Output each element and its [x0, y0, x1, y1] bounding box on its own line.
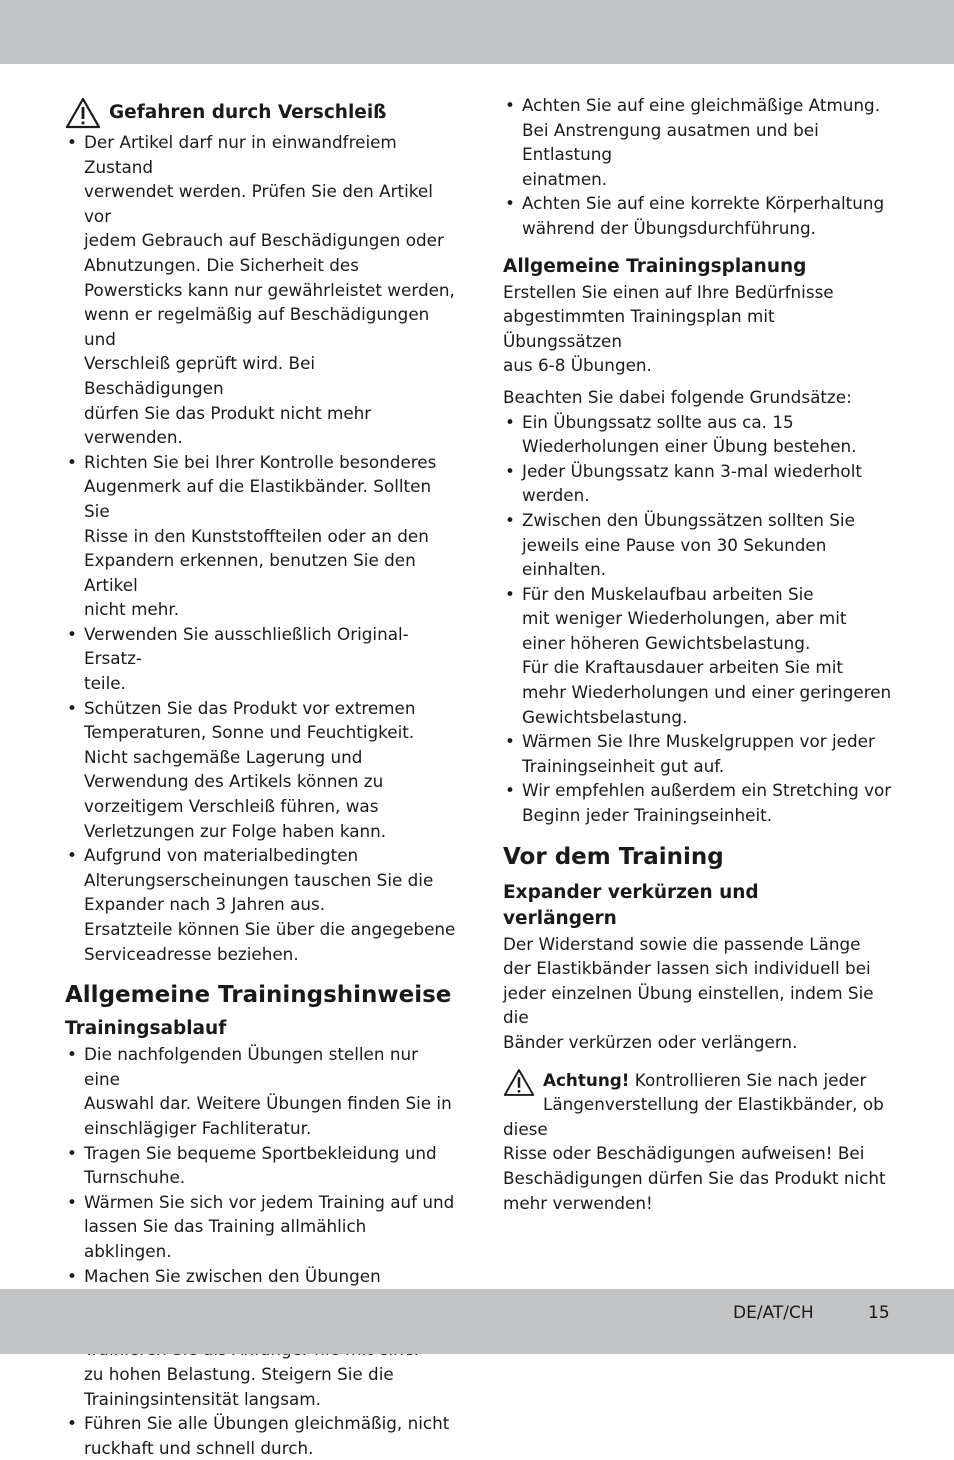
- list-item: [503, 582, 893, 730]
- list-item-line: Turnschuhe.: [84, 1167, 186, 1188]
- list-item-line: während der Übungsdurchführung.: [522, 217, 816, 238]
- list-item-line: Verschleiß geprüft wird. Bei Beschädigungen: [84, 353, 316, 398]
- list-item-line: mit weniger Wiederholungen, aber mit: [522, 608, 847, 629]
- list-item: [65, 696, 457, 844]
- caution-lines: [503, 1092, 893, 1215]
- list-item: [503, 93, 893, 191]
- planning-intro: [503, 280, 893, 378]
- list-item-line: • Die nachfolgenden Übungen stellen nur eine: [84, 1044, 419, 1089]
- list-item-line: teile.: [84, 673, 126, 694]
- list-item-line: Trainingsintensität langsam.: [84, 1388, 321, 1409]
- text-line: jeder einzelnen Übung einstellen, indem Sie die: [503, 982, 874, 1028]
- list-item-line: • Führen Sie alle Übungen gleichmäßig, nicht: [84, 1413, 450, 1434]
- list-item-line: Augenmerk auf die Elastikbänder. Sollten Sie: [84, 476, 432, 521]
- caution-first-line: Kontrollieren Sie nach jeder: [629, 1069, 867, 1090]
- list-item-line: einschlägiger Fachliteratur.: [84, 1117, 312, 1138]
- list-item-line: • Für den Muskelaufbau arbeiten Sie: [522, 583, 814, 604]
- list-item-line: dürfen Sie das Produkt nicht mehr verwenden.: [84, 402, 372, 448]
- list-item: [65, 1042, 457, 1140]
- list-item: [503, 729, 893, 778]
- list-item-line: lassen Sie das Training allmählich abklingen.: [84, 1216, 367, 1261]
- text-line: Erstellen Sie einen auf Ihre Bedürfnisse: [503, 281, 834, 302]
- footer-region: DE/AT/CH: [733, 1303, 814, 1323]
- list-item: [503, 459, 893, 508]
- list-item-line: Verwendung des Artikels können zu: [84, 771, 384, 792]
- list-item-line: mehr Wiederholungen und einer geringeren: [522, 682, 892, 703]
- list-item-line: Wiederholungen einer Übung bestehen.: [522, 436, 857, 457]
- list-item-line: • Schützen Sie das Produkt vor extremen: [84, 697, 416, 718]
- list-item: [65, 450, 457, 622]
- list-item-line: ruckhaft und schnell durch.: [84, 1437, 314, 1458]
- list-item-line: Powersticks kann nur gewährleistet werden,: [84, 279, 455, 300]
- text-line: Expander verkürzen und: [503, 881, 759, 903]
- list-item-line: Alterungserscheinungen tauschen Sie die: [84, 869, 434, 890]
- list-item-line: Ersatzteile können Sie über die angegebene: [84, 919, 456, 939]
- list-item-line: Abnutzungen. Die Sicherheit des: [84, 254, 359, 275]
- list-item-line: • Tragen Sie bequeme Sportbekleidung und: [84, 1142, 437, 1163]
- list-item-line: Gewichtsbelastung.: [522, 706, 688, 727]
- list-item-line: Serviceadresse beziehen.: [84, 943, 299, 964]
- list-item: [503, 410, 893, 459]
- text-line: Der Widerstand sowie die passende Länge: [503, 933, 861, 954]
- list-item-line: Temperaturen, Sonne und Feuchtigkeit.: [84, 722, 415, 743]
- text-line: aus 6-8 Übungen.: [503, 355, 652, 376]
- caution-label: Achtung!: [543, 1069, 630, 1090]
- list-item: [65, 1141, 457, 1190]
- wear-heading: Gefahren durch Verschleiß: [109, 102, 387, 123]
- list-item-line: • Richten Sie bei Ihrer Kontrolle besonderes: [84, 451, 437, 472]
- training-sequence-list: [65, 1042, 457, 1460]
- principles-intro: Beachten Sie dabei folgende Grundsätze:: [503, 386, 852, 407]
- list-item-line: • Aufgrund von materialbedingten: [84, 845, 359, 866]
- continued-list: [503, 93, 893, 241]
- text-line: der Elastikbänder lassen sich individuell bei: [503, 958, 871, 979]
- list-item: [65, 1190, 457, 1264]
- list-item-line: nicht mehr.: [84, 599, 180, 620]
- list-item: [65, 130, 457, 450]
- text-line: Risse oder Beschädigungen aufweisen! Bei: [503, 1143, 865, 1164]
- list-item-line: Trainingseinheit gut auf.: [522, 755, 725, 776]
- warning-triangle-icon: [503, 1068, 535, 1097]
- list-item-line: • Wärmen Sie Ihre Muskelgruppen vor jeder: [522, 731, 875, 752]
- right-column: [503, 93, 893, 1215]
- warning-triangle-icon: [65, 97, 101, 129]
- planning-heading: Allgemeine Trainingsplanung: [503, 255, 807, 277]
- list-item-line: Verletzungen zur Folge haben kann.: [84, 820, 387, 841]
- list-item-line: • Ein Übungssatz sollte aus ca. 15: [522, 411, 794, 432]
- text-line: Längenverstellung der Elastikbänder, ob diese: [503, 1094, 884, 1139]
- training-notes-heading: Allgemeine Trainingshinweise: [65, 982, 452, 1009]
- text-line: verlängern: [503, 907, 617, 929]
- list-item-line: • Wärmen Sie sich vor jedem Training auf und: [84, 1191, 455, 1212]
- list-item: [503, 508, 893, 582]
- list-item-line: Expander nach 3 Jahren aus.: [84, 894, 326, 915]
- list-item-line: einer höheren Gewichtsbelastung.: [522, 632, 811, 653]
- list-item-line: • Wir empfehlen außerdem ein Stretching vor: [522, 780, 892, 801]
- list-item-line: wenn er regelmäßig auf Beschädigungen und: [84, 304, 430, 349]
- expander-body: [503, 932, 893, 1055]
- list-item-line: jedem Gebrauch auf Beschädigungen oder: [84, 230, 444, 251]
- list-item-line: • Der Artikel darf nur in einwandfreiem Zustand: [84, 132, 397, 177]
- list-item-line: verwendet werden. Prüfen Sie den Artikel vor: [84, 181, 433, 226]
- text-line: Bänder verkürzen oder verlängern.: [503, 1032, 798, 1052]
- list-item-line: • zu hohen Belastung. Steigern Sie die: [84, 1363, 394, 1384]
- before-training-heading: Vor dem Training: [503, 843, 724, 870]
- caution-block: [503, 1068, 893, 1216]
- header-bar: [0, 0, 954, 64]
- list-item-line: • Verwenden Sie ausschließlich Original-Ersatz-: [84, 623, 409, 669]
- list-item-line: Risse in den Kunststoffteilen oder an den: [84, 525, 429, 546]
- list-item-line: Bei Anstrengung ausatmen und bei Entlastung: [522, 119, 819, 165]
- list-item-line: • Achten Sie auf eine gleichmäßige Atmung.: [522, 95, 881, 115]
- list-item-line: jeweils eine Pause von 30 Sekunden: [522, 534, 827, 555]
- text-line: abgestimmten Trainingsplan mit Übungssätzen: [503, 306, 775, 351]
- list-item: [503, 191, 893, 240]
- list-item-line: Für die Kraftausdauer arbeiten Sie mit: [522, 657, 844, 678]
- list-item-line: vorzeitigem Verschleiß führen, was: [84, 796, 379, 817]
- wear-list: [65, 130, 457, 966]
- list-item-line: • Machen Sie zwischen den Übungen: [84, 1265, 381, 1286]
- list-item-line: • Achten Sie auf eine korrekte Körperhaltung: [522, 193, 885, 214]
- list-item-line: Expandern erkennen, benutzen Sie den Artikel: [84, 550, 416, 595]
- list-item-line: einhalten.: [522, 559, 607, 580]
- training-sequence-subheading: Trainingsablauf: [65, 1018, 227, 1040]
- list-item-line: werden.: [522, 485, 590, 506]
- list-item: [65, 622, 457, 696]
- list-item-line: Beginn jeder Trainingseinheit.: [522, 805, 773, 826]
- text-line: Beschädigungen dürfen Sie das Produkt nicht: [503, 1167, 886, 1188]
- list-item: [65, 1411, 457, 1460]
- text-line: mehr verwenden!: [503, 1192, 653, 1213]
- caution-text: [503, 1068, 893, 1216]
- list-item: [503, 778, 893, 827]
- page-number: 15: [868, 1303, 890, 1323]
- list-item-line: Nicht sachgemäße Lagerung und: [84, 746, 363, 767]
- principles-list: [503, 410, 893, 828]
- list-item-line: • Zwischen den Übungssätzen sollten Sie: [522, 509, 855, 530]
- expander-subheading: [503, 880, 893, 932]
- list-item-line: • Jeder Übungssatz kann 3-mal wiederholt: [522, 460, 862, 481]
- list-item: [65, 843, 457, 966]
- left-column: [65, 96, 457, 1460]
- list-item-line: einatmen.: [522, 168, 608, 189]
- list-item-line: Auswahl dar. Weitere Übungen finden Sie in: [84, 1093, 452, 1114]
- wear-heading-row: [65, 96, 457, 130]
